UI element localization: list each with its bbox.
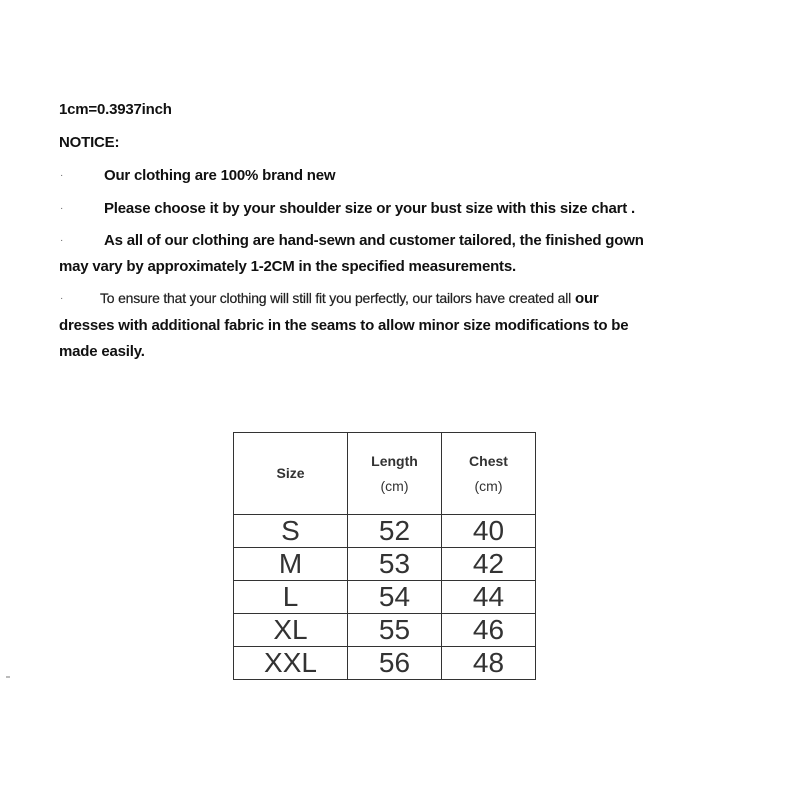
notice-item-4-line-2: dresses with additional fabric in the seams to allow minor size modifications to be (59, 317, 629, 334)
notice-item-4-bold: our (574, 290, 599, 307)
notice-item-4-text: To ensure that your clothing will still fit you perfectly, our tailors have created all (100, 290, 572, 306)
notice-item-4-line-1 (100, 290, 599, 307)
notice-item-2: Please choose it by your shoulder size or your bust size with this size chart . (104, 200, 636, 217)
header-length: Length (cm) (348, 433, 442, 515)
notice-item-1: Our clothing are 100% brand new (104, 167, 336, 184)
cell-size: XXL (234, 647, 348, 680)
header-chest: Chest (cm) (442, 433, 536, 515)
cell-size: M (234, 548, 348, 581)
cell-length: 56 (348, 647, 442, 680)
cell-length: 53 (348, 548, 442, 581)
notice-item-3-line-1: As all of our clothing are hand-sewn and customer tailored, the finished gown (104, 232, 644, 249)
bullet-icon: · (60, 203, 64, 214)
cell-length: 55 (348, 614, 442, 647)
notice-heading: NOTICE: (59, 134, 120, 151)
cell-chest: 40 (442, 515, 536, 548)
stray-mark (6, 676, 10, 678)
table-row (234, 647, 536, 680)
cell-chest: 46 (442, 614, 536, 647)
bullet-icon: · (60, 170, 64, 181)
table-row (234, 515, 536, 548)
bullet-icon: · (60, 293, 64, 304)
size-chart-table (233, 432, 536, 680)
notice-item-4-line-3: made easily. (59, 343, 145, 360)
cell-size: S (234, 515, 348, 548)
cell-chest: 48 (442, 647, 536, 680)
cell-chest: 42 (442, 548, 536, 581)
cell-length: 52 (348, 515, 442, 548)
cell-length: 54 (348, 581, 442, 614)
cell-size: L (234, 581, 348, 614)
header-size: Size (234, 433, 348, 515)
conversion-note: 1cm=0.3937inch (59, 101, 172, 118)
table-row (234, 548, 536, 581)
table-header-row (234, 433, 536, 515)
bullet-icon: · (60, 235, 64, 246)
table-row (234, 614, 536, 647)
table-row (234, 581, 536, 614)
cell-chest: 44 (442, 581, 536, 614)
cell-size: XL (234, 614, 348, 647)
notice-item-3-line-2: may vary by approximately 1-2CM in the specified measurements. (59, 258, 516, 275)
